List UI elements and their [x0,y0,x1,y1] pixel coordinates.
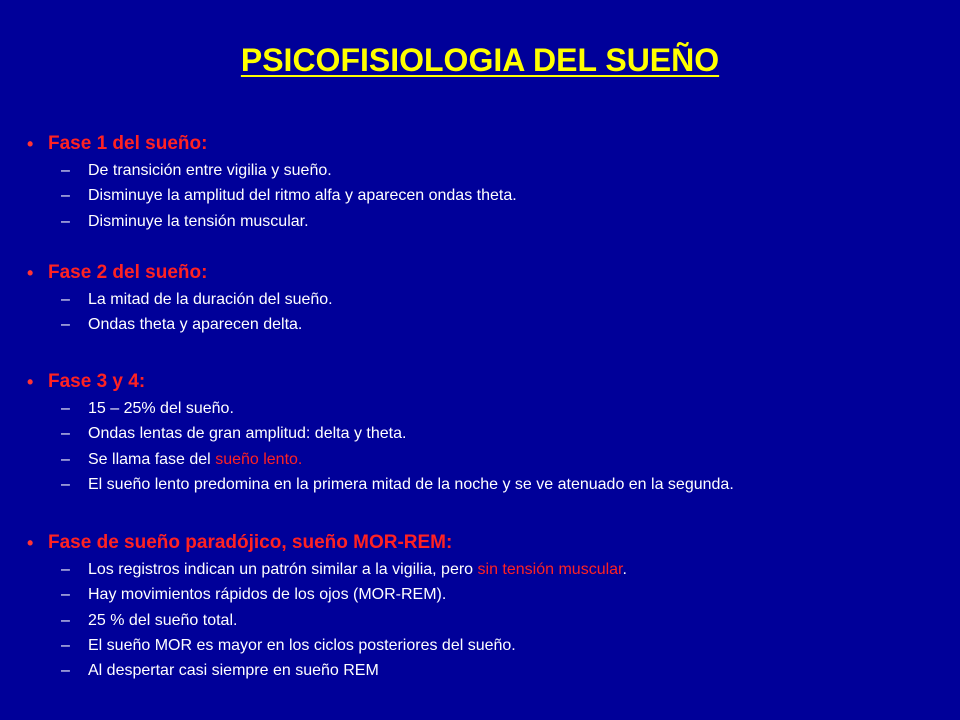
dash-icon: – [61,611,70,629]
text-segment: Los registros indican un patrón similar a la vigilia, pero [88,561,478,578]
section-fase-1 [0,130,960,234]
dash-icon: – [61,561,70,578]
bullet-icon: • [27,134,34,154]
list-item-text: 15 – 25% del sueño. [88,400,234,417]
dash-icon: – [61,636,70,654]
bullet-icon: • [27,263,34,283]
list-item-text: El sueño lento predomina en la primera mitad de la noche y se ve atenuado en la segunda. [88,475,734,493]
section-fase-rem [0,529,960,683]
list-item [0,472,960,497]
list-item [0,183,960,208]
bullet-icon: • [27,533,34,553]
dash-icon: – [61,425,70,443]
list-item [0,396,960,421]
list-item-text: Disminuye la tensión muscular. [88,212,309,230]
list-item [0,658,960,683]
list-item [0,312,960,337]
list-item [0,447,960,472]
bullet-heading [0,368,960,396]
list-item-text [88,447,302,472]
list-item-text: El sueño MOR es mayor en los ciclos posteriores del sueño. [88,636,516,654]
list-item-text: Disminuye la amplitud del ritmo alfa y aparecen ondas theta. [88,187,517,205]
list-item [0,209,960,234]
dash-icon: – [61,662,70,680]
bullet-heading [0,130,960,158]
list-item-text: Ondas theta y aparecen delta. [88,316,303,334]
list-item-text [88,557,627,582]
list-item-text: Al despertar casi siempre en sueño REM [88,662,379,680]
list-item-text: De transición entre vigilia y sueño. [88,162,332,179]
list-item [0,608,960,633]
dash-icon: – [61,475,70,493]
dash-icon: – [61,162,70,179]
list-item [0,582,960,607]
slide-title: PSICOFISIOLOGIA DEL SUEÑO [240,42,720,78]
list-item [0,633,960,658]
highlight-text: sin tensión muscular [477,561,623,578]
list-item-text: La mitad de la duración del sueño. [88,291,333,308]
list-item [0,421,960,446]
dash-icon: – [61,187,70,205]
section-heading: Fase 3 y 4: [48,371,146,392]
highlight-text: sueño lento. [215,450,303,468]
section-fase-3-4 [0,368,960,497]
dash-icon: – [61,450,70,468]
bullet-heading [0,529,960,557]
list-item-text: Ondas lentas de gran amplitud: delta y theta. [88,425,407,443]
dash-icon: – [61,400,70,417]
dash-icon: – [61,212,70,230]
list-item-text: 25 % del sueño total. [88,611,238,629]
section-fase-2 [0,259,960,338]
list-item [0,557,960,582]
dash-icon: – [61,586,70,604]
list-item [0,287,960,312]
list-item-text: Hay movimientos rápidos de los ojos (MOR-REM). [88,586,447,604]
section-heading: Fase de sueño paradójico, sueño MOR-REM: [48,532,453,553]
section-heading: Fase 1 del sueño: [48,133,208,154]
list-item [0,158,960,183]
section-heading: Fase 2 del sueño: [48,262,208,283]
dash-icon: – [61,316,70,334]
bullet-heading [0,259,960,287]
text-segment: . [622,561,627,578]
bullet-icon: • [27,372,34,392]
dash-icon: – [61,291,70,308]
text-segment: Se llama fase del [88,450,216,468]
